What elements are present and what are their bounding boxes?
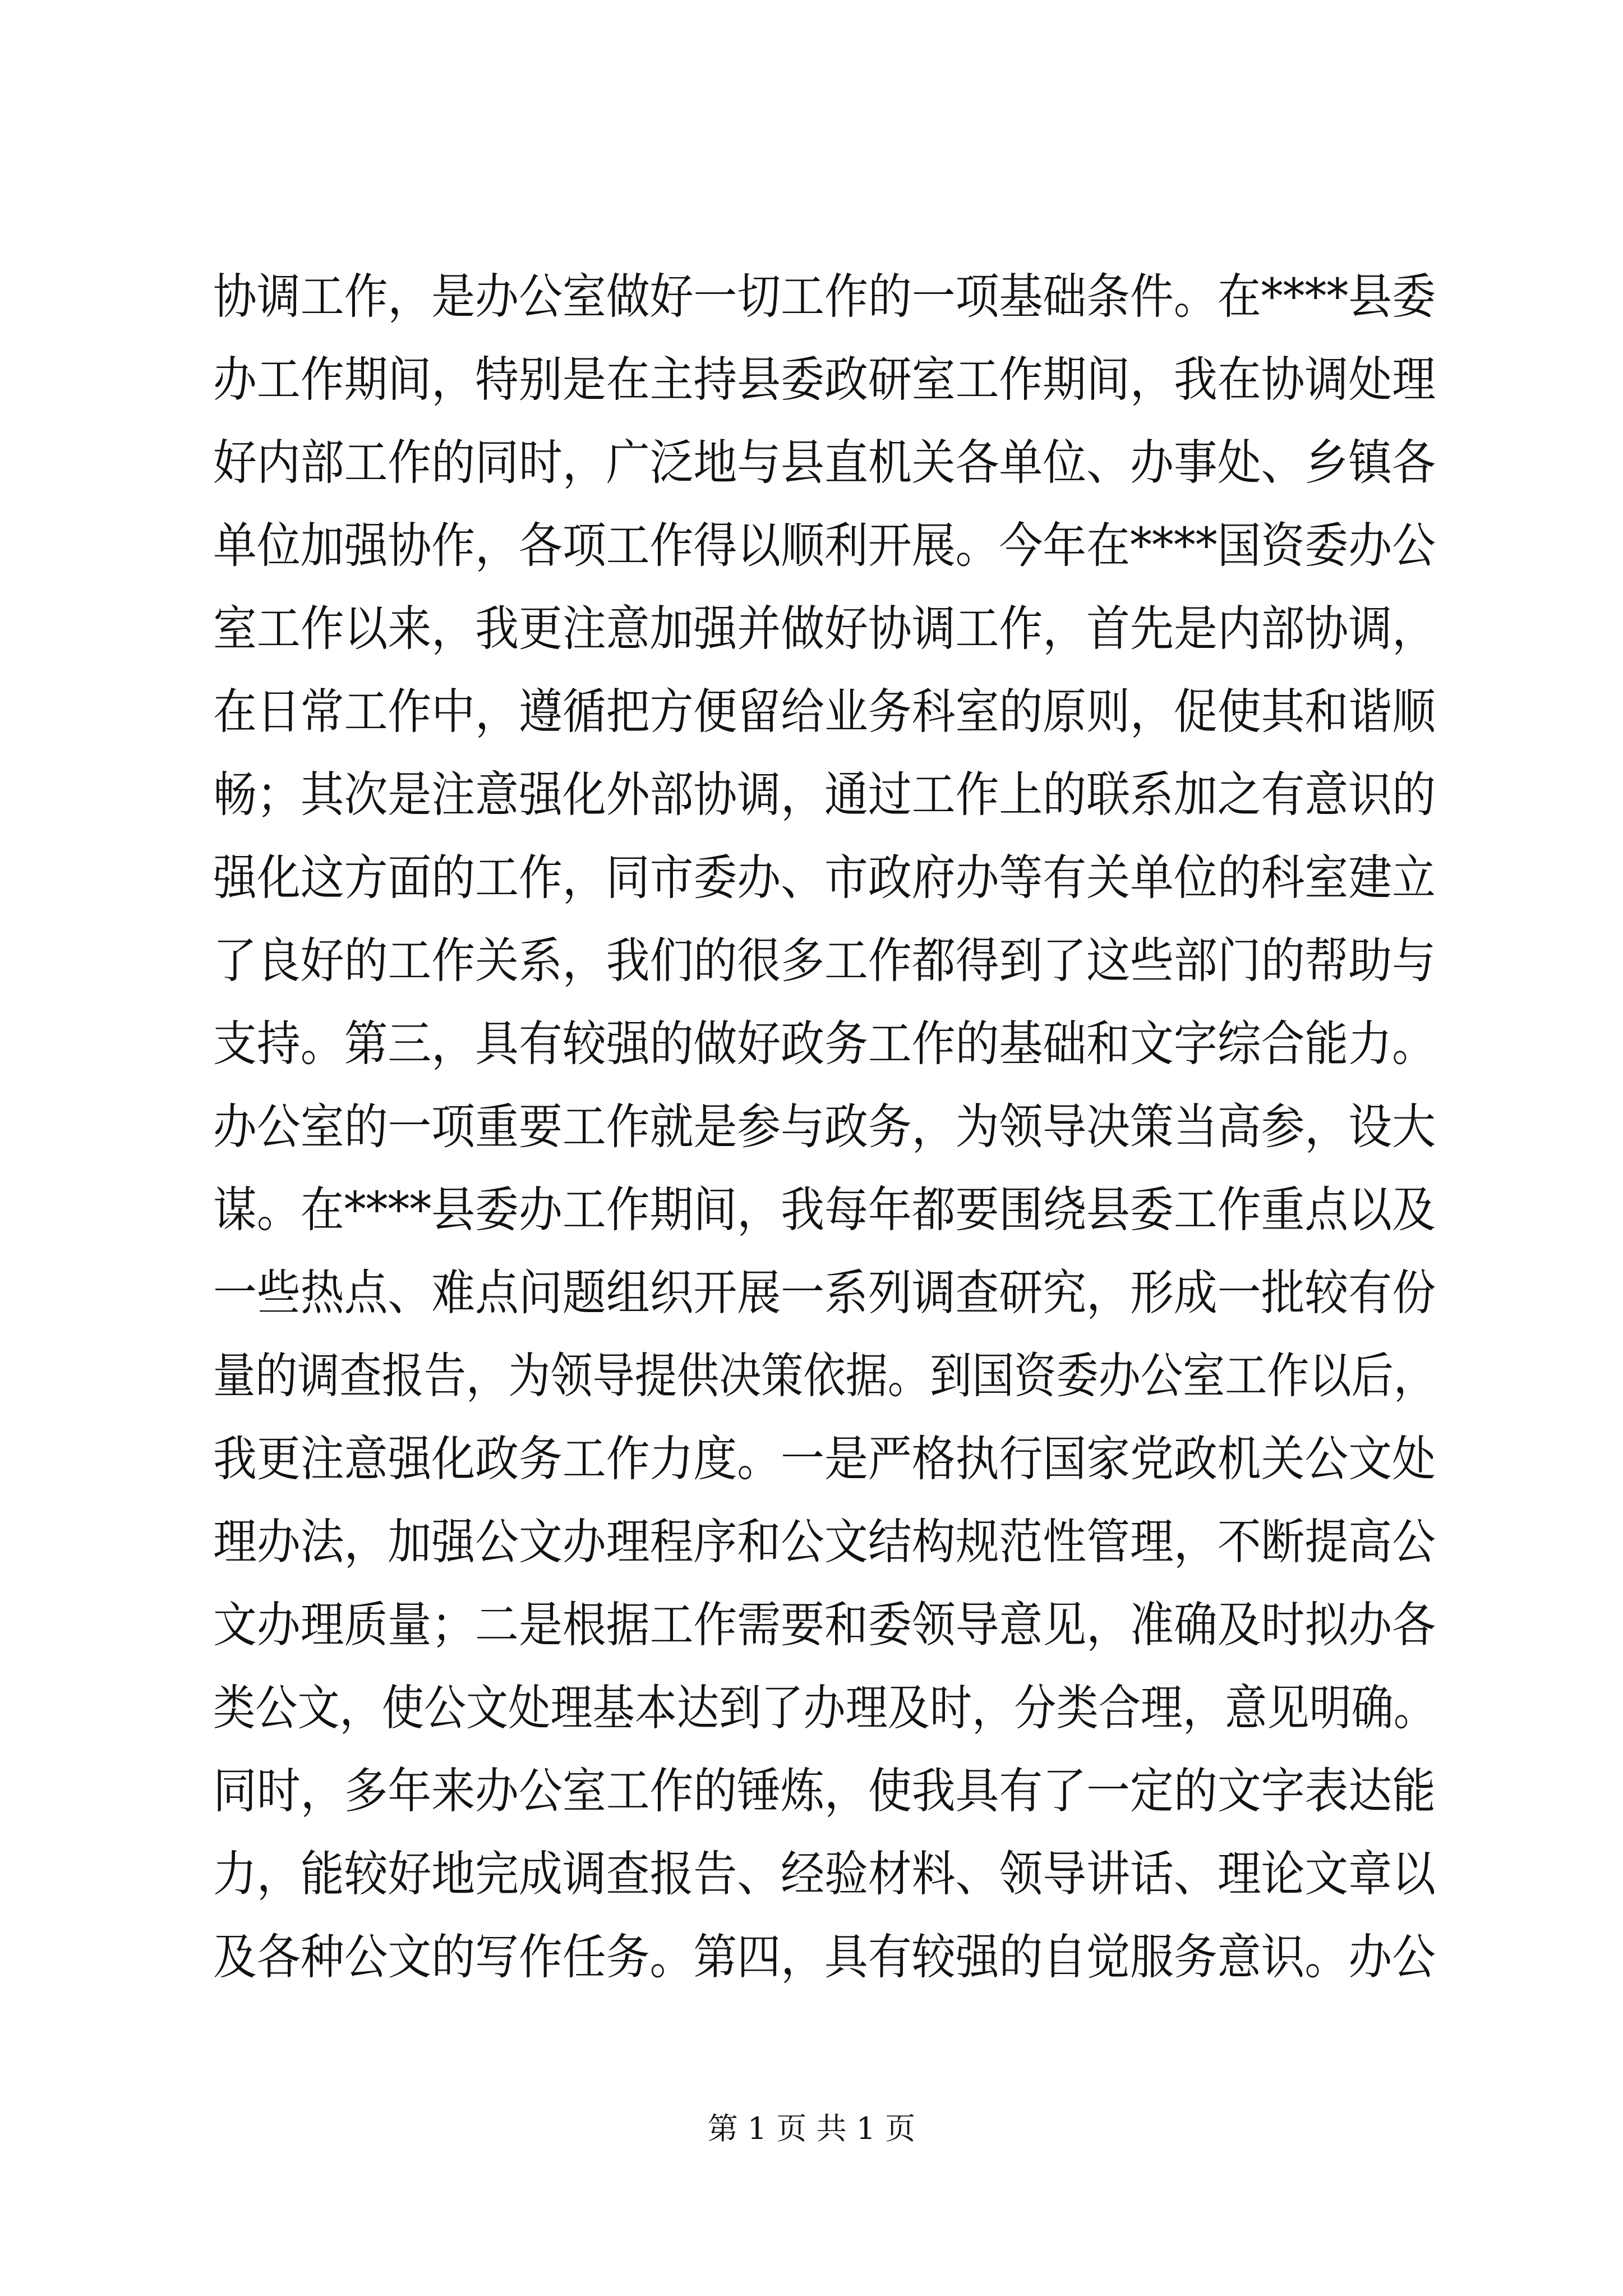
text-line: 我更注意强化政务工作力度。一是严格执行国家党政机关公文处 — [213, 1431, 1436, 1487]
text-line: 同时，多年来办公室工作的锤炼，使我具有了一定的文字表达能 — [213, 1763, 1436, 1819]
text-line: 谋。在****县委办工作期间，我每年都要围绕县委工作重点以及 — [213, 1182, 1436, 1238]
text-line: 强化这方面的工作，同市委办、市政府办等有关单位的科室建立 — [213, 850, 1436, 906]
text-line: 了良好的工作关系，我们的很多工作都得到了这些部门的帮助与 — [213, 933, 1436, 989]
body-paragraph — [213, 255, 1436, 1999]
text-line: 理办法，加强公文办理程序和公文结构规范性管理，不断提高公 — [213, 1514, 1436, 1570]
text-line: 在日常工作中，遵循把方便留给业务科室的原则，促使其和谐顺 — [213, 684, 1436, 740]
text-line: 量的调查报告，为领导提供决策依据。到国资委办公室工作以后， — [213, 1348, 1436, 1404]
text-line: 一些热点、难点问题组织开展一系列调查研究，形成一批较有份 — [213, 1265, 1436, 1321]
text-line: 办工作期间，特别是在主持县委政研室工作期间，我在协调处理 — [213, 352, 1436, 408]
text-line: 及各种公文的写作任务。第四，具有较强的自觉服务意识。办公 — [213, 1929, 1436, 1985]
text-line: 好内部工作的同时，广泛地与县直机关各单位、办事处、乡镇各 — [213, 435, 1436, 491]
text-line: 协调工作，是办公室做好一切工作的一项基础条件。在****县委 — [213, 269, 1436, 325]
text-line: 支持。第三，具有较强的做好政务工作的基础和文字综合能力。 — [213, 1016, 1436, 1072]
text-line: 文办理质量；二是根据工作需要和委领导意见，准确及时拟办各 — [213, 1597, 1436, 1653]
text-line: 力，能较好地完成调查报告、经验材料、领导讲话、理论文章以 — [213, 1846, 1436, 1902]
text-line: 畅；其次是注意强化外部协调，通过工作上的联系加之有意识的 — [213, 767, 1436, 823]
text-line: 单位加强协作，各项工作得以顺利开展。今年在****国资委办公 — [213, 518, 1436, 574]
text-line: 类公文，使公文处理基本达到了办理及时，分类合理，意见明确。 — [213, 1680, 1436, 1736]
text-line: 办公室的一项重要工作就是参与政务，为领导决策当高参，设大 — [213, 1099, 1436, 1155]
page-footer: 第 1 页 共 1 页 — [707, 2111, 916, 2146]
text-line: 室工作以来，我更注意加强并做好协调工作，首先是内部协调， — [213, 601, 1436, 657]
